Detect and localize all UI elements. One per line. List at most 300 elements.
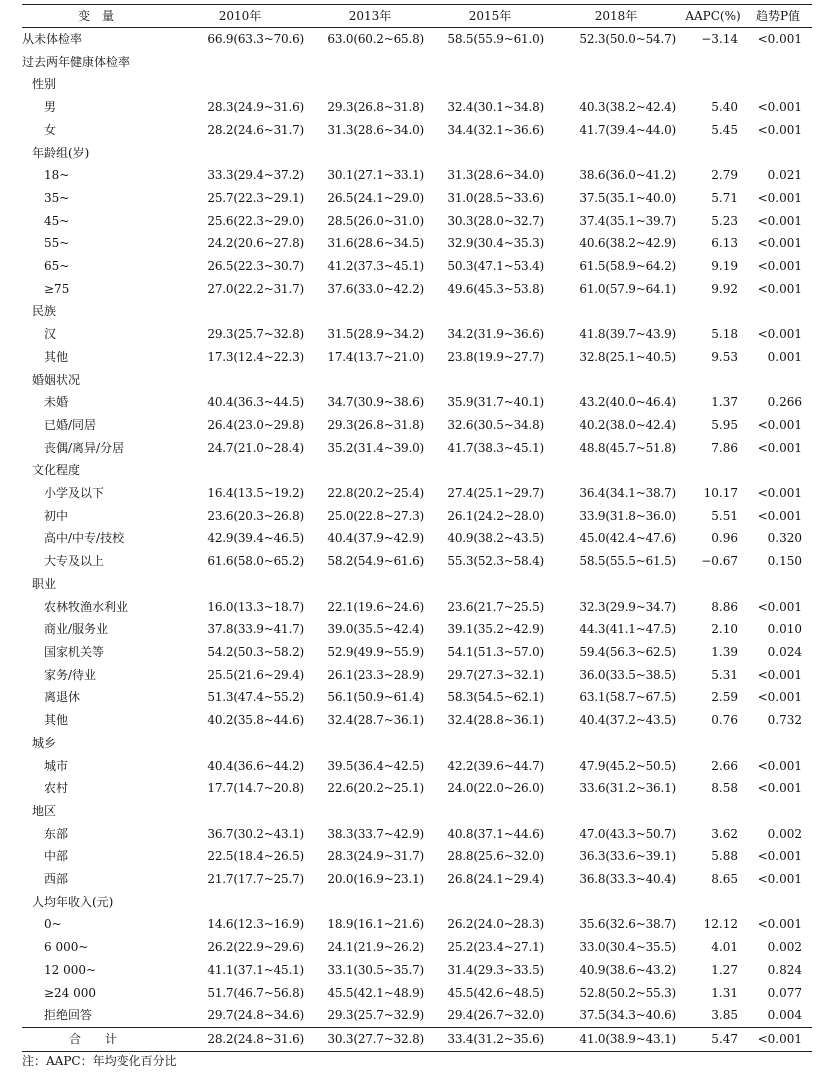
- rate-cell: [550, 300, 682, 323]
- rate-cell: 43.2(40.0~46.4): [579, 395, 676, 410]
- p-value-cell: [744, 73, 812, 96]
- row-label: 西部: [44, 872, 69, 887]
- rate-cell: 41.7(39.4~44.0): [579, 122, 676, 137]
- p-value-cell: <0.001: [757, 781, 802, 796]
- row-label: 城市: [44, 758, 69, 773]
- rate-cell: 45.0(42.4~47.6): [579, 531, 676, 546]
- total-row: [22, 1027, 812, 1051]
- rate-cell: 39.5(36.4~42.5): [327, 758, 424, 773]
- rate-cell: [170, 369, 310, 392]
- rate-cell: 14.6(12.3~16.9): [207, 917, 304, 932]
- rate-cell: 40.9(38.2~43.5): [447, 531, 544, 546]
- rate-cell: 54.2(50.3~58.2): [207, 644, 304, 659]
- rate-cell: [310, 73, 430, 96]
- rate-cell: 50.3(47.1~53.4): [447, 259, 544, 274]
- row-label: 丧偶/离异/分居: [44, 440, 125, 455]
- table-row: [22, 505, 812, 528]
- rate-cell: [550, 369, 682, 392]
- rate-cell: 23.6(21.7~25.5): [447, 599, 544, 614]
- rate-cell: 32.3(29.9~34.7): [579, 599, 676, 614]
- rate-cell: 31.0(28.5~33.6): [447, 190, 544, 205]
- p-value-cell: 0.732: [767, 713, 802, 728]
- row-label: 农林牧渔水利业: [44, 599, 129, 614]
- rate-cell: 52.8(50.2~55.3): [579, 985, 676, 1000]
- p-value-cell: 0.024: [767, 644, 802, 659]
- rate-cell: 40.2(35.8~44.6): [207, 713, 304, 728]
- aapc-cell: 5.95: [711, 417, 738, 432]
- rate-cell: [430, 573, 550, 596]
- table-row: [22, 664, 812, 687]
- rate-cell: [550, 732, 682, 755]
- table-row: [22, 823, 812, 846]
- row-label: 小学及以下: [44, 486, 105, 501]
- rate-cell: 41.1(37.1~45.1): [207, 962, 304, 977]
- rate-cell: 29.3(26.8~31.8): [327, 100, 424, 115]
- rate-cell: [170, 73, 310, 96]
- aapc-cell: 8.65: [711, 872, 738, 887]
- rate-cell: [170, 891, 310, 914]
- aapc-cell: [682, 142, 744, 165]
- total-label: 合 计: [22, 1027, 170, 1051]
- row-label: ≥75: [44, 281, 70, 296]
- rate-cell: 22.8(20.2~25.4): [327, 486, 424, 501]
- rate-cell: 41.0(38.9~43.1): [550, 1027, 682, 1051]
- rate-cell: 37.8(33.9~41.7): [207, 622, 304, 637]
- rate-cell: [430, 300, 550, 323]
- rate-cell: 34.7(30.9~38.6): [327, 395, 424, 410]
- table-row: [22, 891, 812, 914]
- rate-cell: [170, 459, 310, 482]
- row-label: 18~: [44, 168, 70, 183]
- rate-cell: [310, 891, 430, 914]
- rate-cell: 63.0(60.2~65.8): [327, 32, 424, 46]
- aapc-cell: 0.76: [711, 713, 738, 728]
- rate-cell: 23.6(20.3~26.8): [207, 508, 304, 523]
- rate-cell: [310, 732, 430, 755]
- row-label: ≥24 000: [44, 985, 97, 1000]
- rate-cell: [310, 369, 430, 392]
- rate-cell: 33.3(29.4~37.2): [207, 168, 304, 183]
- aapc-cell: 5.71: [711, 190, 738, 205]
- rate-cell: 51.7(46.7~56.8): [207, 985, 304, 1000]
- p-value-cell: <0.001: [744, 1027, 812, 1051]
- rate-cell: 41.2(37.3~45.1): [327, 259, 424, 274]
- p-value-cell: [744, 573, 812, 596]
- rate-cell: 40.4(37.2~43.5): [579, 713, 676, 728]
- row-label: 国家机关等: [44, 644, 105, 659]
- rate-cell: [550, 142, 682, 165]
- rate-cell: [310, 573, 430, 596]
- rate-cell: 36.4(34.1~38.7): [579, 486, 676, 501]
- aapc-cell: 5.23: [711, 213, 738, 228]
- rate-cell: [170, 732, 310, 755]
- rate-cell: 23.8(19.9~27.7): [447, 349, 544, 364]
- rate-cell: 52.3(50.0~54.7): [579, 32, 676, 46]
- p-value-cell: <0.001: [757, 281, 802, 296]
- aapc-cell: 7.86: [711, 440, 738, 455]
- aapc-cell: 8.86: [711, 599, 738, 614]
- rate-cell: 31.3(28.6~34.0): [327, 122, 424, 137]
- aapc-cell: 0.96: [711, 531, 738, 546]
- aapc-cell: 1.37: [711, 395, 738, 410]
- header-2010: 2010年: [170, 5, 310, 28]
- table-row: [22, 596, 812, 619]
- rate-cell: 24.0(22.0~26.0): [447, 781, 544, 796]
- rate-cell: [430, 142, 550, 165]
- table-body: [22, 28, 812, 1052]
- rate-cell: 47.9(45.2~50.5): [579, 758, 676, 773]
- p-value-cell: <0.001: [757, 259, 802, 274]
- aapc-cell: 1.31: [711, 985, 738, 1000]
- rate-cell: 45.5(42.1~48.9): [327, 985, 424, 1000]
- row-label: 65~: [44, 259, 70, 274]
- rate-cell: 33.6(31.2~36.1): [579, 781, 676, 796]
- table-row: [22, 73, 812, 96]
- aapc-cell: 5.47: [682, 1027, 744, 1051]
- aapc-cell: 1.27: [711, 962, 738, 977]
- row-label: 商业/服务业: [44, 622, 109, 637]
- table-row: [22, 391, 812, 414]
- row-label: 其他: [44, 713, 69, 728]
- rate-cell: 25.5(21.6~29.4): [207, 667, 304, 682]
- rate-cell: 17.4(13.7~21.0): [327, 349, 424, 364]
- data-table: [22, 4, 812, 1052]
- rate-cell: [310, 51, 430, 74]
- rate-cell: 36.3(33.6~39.1): [579, 849, 676, 864]
- rate-cell: 25.2(23.4~27.1): [447, 940, 544, 955]
- rate-cell: 45.5(42.6~48.5): [447, 985, 544, 1000]
- rate-cell: 58.5(55.9~61.0): [447, 32, 544, 46]
- rate-cell: 27.0(22.2~31.7): [207, 281, 304, 296]
- rate-cell: [430, 459, 550, 482]
- rate-cell: [550, 800, 682, 823]
- aapc-cell: 2.59: [711, 690, 738, 705]
- aapc-cell: [682, 891, 744, 914]
- p-value-cell: [744, 732, 812, 755]
- rate-cell: 56.1(50.9~61.4): [327, 690, 424, 705]
- rate-cell: [170, 573, 310, 596]
- p-value-cell: <0.001: [757, 872, 802, 887]
- table-row: [22, 777, 812, 800]
- rate-cell: [430, 732, 550, 755]
- table-row: [22, 936, 812, 959]
- row-label: 35~: [44, 190, 70, 205]
- rate-cell: [170, 142, 310, 165]
- rate-cell: 33.1(30.5~35.7): [327, 962, 424, 977]
- rate-cell: 28.8(25.6~32.0): [447, 849, 544, 864]
- table-row: [22, 1004, 812, 1027]
- rate-cell: 61.5(58.9~64.2): [579, 259, 676, 274]
- table-row: [22, 482, 812, 505]
- table-row: [22, 346, 812, 369]
- rate-cell: 28.5(26.0~31.0): [327, 213, 424, 228]
- aapc-cell: 5.51: [711, 508, 738, 523]
- rate-cell: 39.1(35.2~42.9): [447, 622, 544, 637]
- p-value-cell: <0.001: [757, 417, 802, 432]
- p-value-cell: [744, 800, 812, 823]
- table-footnote: 注：AAPC：年均变化百分比: [22, 1054, 177, 1068]
- rate-cell: 40.2(38.0~42.4): [579, 417, 676, 432]
- rate-cell: 37.5(35.1~40.0): [579, 190, 676, 205]
- rate-cell: 36.0(33.5~38.5): [579, 667, 676, 682]
- rate-cell: [550, 73, 682, 96]
- rate-cell: 30.3(28.0~32.7): [447, 213, 544, 228]
- table-row: [22, 96, 812, 119]
- header-aapc: AAPC(%): [682, 5, 744, 28]
- rate-cell: [310, 800, 430, 823]
- table-row: [22, 845, 812, 868]
- p-value-cell: [744, 51, 812, 74]
- rate-cell: 54.1(51.3~57.0): [447, 644, 544, 659]
- row-label: 职业: [32, 576, 57, 591]
- rate-cell: 21.7(17.7~25.7): [207, 872, 304, 887]
- rate-cell: [170, 51, 310, 74]
- p-value-cell: <0.001: [757, 122, 802, 137]
- p-value-cell: 0.021: [767, 168, 802, 183]
- aapc-cell: [682, 73, 744, 96]
- aapc-cell: 5.45: [711, 122, 738, 137]
- p-value-cell: <0.001: [757, 236, 802, 251]
- p-value-cell: <0.001: [757, 327, 802, 342]
- rate-cell: 41.7(38.3~45.1): [447, 440, 544, 455]
- p-value-cell: [744, 369, 812, 392]
- rate-cell: 28.2(24.8~31.6): [170, 1027, 310, 1051]
- rate-cell: 32.4(28.7~36.1): [327, 713, 424, 728]
- aapc-cell: 9.19: [711, 259, 738, 274]
- table-row: [22, 868, 812, 891]
- rate-cell: 52.9(49.9~55.9): [327, 644, 424, 659]
- rate-cell: [430, 369, 550, 392]
- rate-cell: 29.3(25.7~32.8): [207, 327, 304, 342]
- rate-cell: 26.2(24.0~28.3): [447, 917, 544, 932]
- rate-cell: 17.7(14.7~20.8): [207, 781, 304, 796]
- row-label: 从未体检率: [22, 32, 83, 46]
- aapc-cell: 5.88: [711, 849, 738, 864]
- row-label: 55~: [44, 236, 70, 251]
- table-row: [22, 232, 812, 255]
- p-value-cell: [744, 891, 812, 914]
- table-row: [22, 573, 812, 596]
- row-label: 民族: [32, 304, 57, 319]
- rate-cell: 27.4(25.1~29.7): [447, 486, 544, 501]
- header-2018: 2018年: [550, 5, 682, 28]
- rate-cell: 28.2(24.6~31.7): [207, 122, 304, 137]
- rate-cell: 40.3(38.2~42.4): [579, 100, 676, 115]
- row-label: 离退休: [44, 690, 81, 705]
- rate-cell: 31.3(28.6~34.0): [447, 168, 544, 183]
- rate-cell: [430, 51, 550, 74]
- row-label: 45~: [44, 213, 70, 228]
- table-row: [22, 51, 812, 74]
- aapc-cell: 4.01: [711, 940, 738, 955]
- p-value-cell: <0.001: [757, 440, 802, 455]
- rate-cell: 40.8(37.1~44.6): [447, 826, 544, 841]
- aapc-cell: [682, 369, 744, 392]
- rate-cell: 16.4(13.5~19.2): [207, 486, 304, 501]
- rate-cell: 61.0(57.9~64.1): [579, 281, 676, 296]
- p-value-cell: [744, 459, 812, 482]
- aapc-cell: 10.17: [703, 486, 738, 501]
- rate-cell: 34.4(32.1~36.6): [447, 122, 544, 137]
- rate-cell: 37.6(33.0~42.2): [327, 281, 424, 296]
- table-row: [22, 300, 812, 323]
- rate-cell: 38.3(33.7~42.9): [327, 826, 424, 841]
- p-value-cell: 0.824: [767, 962, 802, 977]
- aapc-cell: 2.79: [711, 168, 738, 183]
- rate-cell: 51.3(47.4~55.2): [207, 690, 304, 705]
- aapc-cell: 2.10: [711, 622, 738, 637]
- aapc-cell: 3.62: [711, 826, 738, 841]
- rate-cell: 16.0(13.3~18.7): [207, 599, 304, 614]
- table-row: [22, 709, 812, 732]
- row-label: 6 000~: [44, 940, 89, 955]
- rate-cell: 26.1(23.3~28.9): [327, 667, 424, 682]
- row-label: 过去两年健康体检率: [22, 54, 131, 69]
- rate-cell: 17.3(12.4~22.3): [207, 349, 304, 364]
- rate-cell: [550, 51, 682, 74]
- p-value-cell: <0.001: [757, 486, 802, 501]
- aapc-cell: 3.85: [711, 1008, 738, 1023]
- rate-cell: [170, 300, 310, 323]
- row-label: 已婚/同居: [44, 417, 97, 432]
- table-row: [22, 369, 812, 392]
- rate-cell: 24.7(21.0~28.4): [207, 440, 304, 455]
- rate-cell: 29.7(24.8~34.6): [207, 1008, 304, 1023]
- rate-cell: 22.6(20.2~25.1): [327, 781, 424, 796]
- table-row: [22, 755, 812, 778]
- rate-cell: 36.8(33.3~40.4): [579, 872, 676, 887]
- rate-cell: 42.2(39.6~44.7): [447, 758, 544, 773]
- rate-cell: 40.6(38.2~42.9): [579, 236, 676, 251]
- aapc-cell: 5.18: [711, 327, 738, 342]
- rate-cell: 31.5(28.9~34.2): [327, 327, 424, 342]
- p-value-cell: <0.001: [757, 508, 802, 523]
- row-label: 地区: [32, 803, 57, 818]
- p-value-cell: 0.150: [767, 554, 802, 569]
- table-row: [22, 210, 812, 233]
- rate-cell: [310, 142, 430, 165]
- p-value-cell: <0.001: [757, 690, 802, 705]
- rate-cell: 44.3(41.1~47.5): [579, 622, 676, 637]
- rate-cell: 35.2(31.4~39.0): [327, 440, 424, 455]
- row-label: 12 000~: [44, 962, 97, 977]
- aapc-cell: −3.14: [701, 32, 738, 46]
- rate-cell: 28.3(24.9~31.7): [327, 849, 424, 864]
- table-row: [22, 913, 812, 936]
- rate-cell: 35.9(31.7~40.1): [447, 395, 544, 410]
- aapc-cell: −0.67: [701, 554, 738, 569]
- aapc-cell: 5.40: [711, 100, 738, 115]
- rate-cell: 37.5(34.3~40.6): [579, 1008, 676, 1023]
- aapc-cell: 9.53: [711, 349, 738, 364]
- rate-cell: 37.4(35.1~39.7): [579, 213, 676, 228]
- rate-cell: 25.7(22.3~29.1): [207, 190, 304, 205]
- row-label: 文化程度: [32, 463, 81, 478]
- row-label: 男: [44, 100, 57, 115]
- p-value-cell: <0.001: [757, 190, 802, 205]
- rate-cell: 33.9(31.8~36.0): [579, 508, 676, 523]
- p-value-cell: <0.001: [757, 667, 802, 682]
- row-label: 女: [44, 122, 57, 137]
- row-label: 大专及以上: [44, 554, 105, 569]
- aapc-cell: 5.31: [711, 667, 738, 682]
- p-value-cell: <0.001: [757, 849, 802, 864]
- aapc-cell: 2.66: [711, 758, 738, 773]
- header-2013: 2013年: [310, 5, 430, 28]
- table-row: [22, 437, 812, 460]
- row-label: 汉: [44, 327, 57, 342]
- rate-cell: 20.0(16.9~23.1): [327, 872, 424, 887]
- rate-cell: 40.4(36.3~44.5): [207, 395, 304, 410]
- rate-cell: [550, 891, 682, 914]
- rate-cell: 28.3(24.9~31.6): [207, 100, 304, 115]
- aapc-cell: 1.39: [711, 644, 738, 659]
- rate-cell: 32.6(30.5~34.8): [447, 417, 544, 432]
- rate-cell: 30.1(27.1~33.1): [327, 168, 424, 183]
- p-value-cell: 0.001: [767, 349, 802, 364]
- rate-cell: [170, 800, 310, 823]
- rate-cell: 32.4(30.1~34.8): [447, 100, 544, 115]
- row-label: 性别: [32, 77, 57, 92]
- table-header: [22, 5, 812, 28]
- p-value-cell: [744, 142, 812, 165]
- rate-cell: 47.0(43.3~50.7): [579, 826, 676, 841]
- p-value-cell: 0.010: [767, 622, 802, 637]
- row-label: 婚姻状况: [32, 372, 81, 387]
- table-row: [22, 732, 812, 755]
- rate-cell: 41.8(39.7~43.9): [579, 327, 676, 342]
- table-row: [22, 164, 812, 187]
- row-label: 未婚: [44, 395, 69, 410]
- rate-cell: 26.1(24.2~28.0): [447, 508, 544, 523]
- table-row: [22, 959, 812, 982]
- aapc-cell: [682, 573, 744, 596]
- rate-cell: 36.7(30.2~43.1): [207, 826, 304, 841]
- rate-cell: 38.6(36.0~41.2): [579, 168, 676, 183]
- rate-cell: 59.4(56.3~62.5): [579, 644, 676, 659]
- table-row: [22, 686, 812, 709]
- row-label: 东部: [44, 826, 69, 841]
- row-label: 中部: [44, 849, 69, 864]
- table-row: [22, 187, 812, 210]
- p-value-cell: <0.001: [757, 917, 802, 932]
- rate-cell: 26.4(23.0~29.8): [207, 417, 304, 432]
- rate-cell: [310, 459, 430, 482]
- p-value-cell: <0.001: [757, 32, 802, 46]
- table-row: [22, 323, 812, 346]
- rate-cell: 30.3(27.7~32.8): [310, 1027, 430, 1051]
- table-row: [22, 28, 812, 51]
- rate-cell: [550, 459, 682, 482]
- rate-cell: 31.6(28.6~34.5): [327, 236, 424, 251]
- rate-cell: [430, 891, 550, 914]
- row-label: 农村: [44, 781, 69, 796]
- rate-cell: 61.6(58.0~65.2): [207, 554, 304, 569]
- rate-cell: 29.3(25.7~32.9): [327, 1008, 424, 1023]
- aapc-cell: 12.12: [703, 917, 738, 932]
- header-2015: 2015年: [430, 5, 550, 28]
- rate-cell: 22.5(18.4~26.5): [207, 849, 304, 864]
- rate-cell: 26.8(24.1~29.4): [447, 872, 544, 887]
- rate-cell: 29.7(27.3~32.1): [447, 667, 544, 682]
- row-label: 家务/待业: [44, 667, 97, 682]
- p-value-cell: 0.320: [767, 531, 802, 546]
- p-value-cell: 0.077: [767, 985, 802, 1000]
- rate-cell: 40.4(36.6~44.2): [207, 758, 304, 773]
- rate-cell: 40.9(38.6~43.2): [579, 962, 676, 977]
- p-value-cell: <0.001: [757, 213, 802, 228]
- rate-cell: 26.5(22.3~30.7): [207, 259, 304, 274]
